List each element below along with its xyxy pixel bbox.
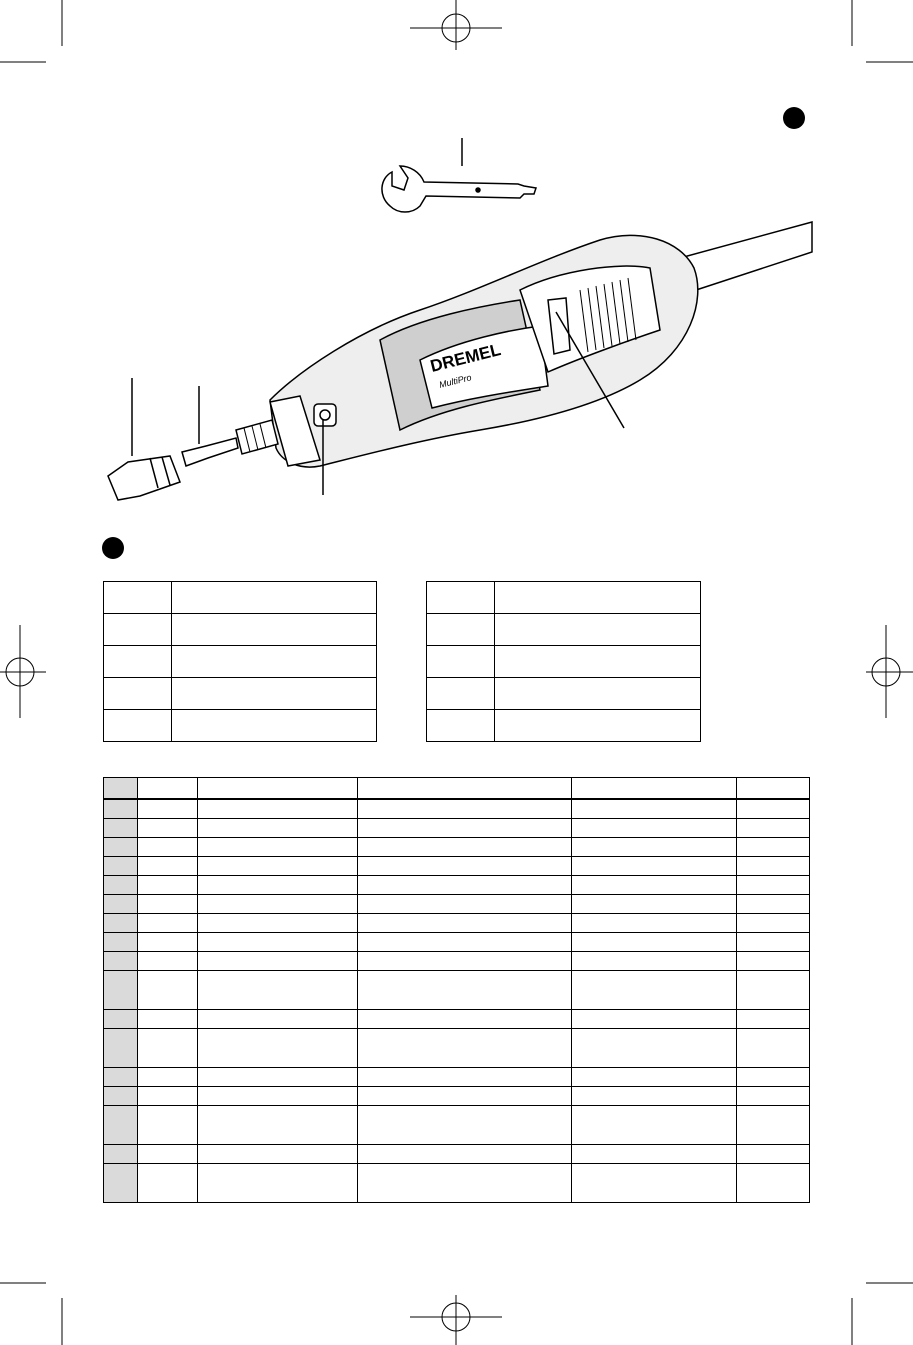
table-row — [104, 1106, 810, 1145]
table-cell — [737, 895, 810, 914]
row-index-cell — [104, 1087, 138, 1106]
table-cell — [572, 895, 737, 914]
table-cell — [198, 1010, 358, 1029]
table-cell — [138, 1087, 198, 1106]
model-text: MultiPro — [438, 372, 473, 390]
row-index-cell — [104, 895, 138, 914]
table-row — [104, 1010, 810, 1029]
table-cell — [572, 1029, 737, 1068]
table-cell — [358, 933, 572, 952]
table-cell — [198, 1068, 358, 1087]
column-header — [737, 778, 810, 800]
table-cell — [138, 933, 198, 952]
figure-marker-a — [783, 107, 805, 129]
table-cell — [358, 952, 572, 971]
spec-row — [104, 614, 377, 646]
collet-icon — [182, 386, 238, 466]
spec-row — [104, 710, 377, 742]
table-cell — [572, 933, 737, 952]
table-cell — [198, 895, 358, 914]
table-cell — [198, 1106, 358, 1145]
table-cell — [138, 971, 198, 1010]
table-cell — [572, 1164, 737, 1203]
table-cell — [737, 1106, 810, 1145]
table-cell — [138, 895, 198, 914]
rotary-tool-illustration — [236, 235, 698, 467]
table-cell — [358, 1068, 572, 1087]
table-cell — [358, 857, 572, 876]
table-row — [104, 895, 810, 914]
table-cell — [358, 819, 572, 838]
table-cell — [358, 1145, 572, 1164]
table-row — [104, 876, 810, 895]
table-cell — [198, 876, 358, 895]
table-cell — [358, 1164, 572, 1203]
column-header — [104, 778, 138, 800]
table-cell — [138, 857, 198, 876]
row-index-cell — [104, 876, 138, 895]
table-header-row — [104, 778, 810, 800]
table-cell — [737, 857, 810, 876]
table-cell — [737, 1164, 810, 1203]
table-cell — [572, 1106, 737, 1145]
table-row — [104, 952, 810, 971]
table-cell — [358, 971, 572, 1010]
registration-mark-icon — [410, 1295, 502, 1345]
table-cell — [737, 1029, 810, 1068]
spec-row — [427, 646, 701, 678]
table-cell — [358, 838, 572, 857]
table-cell — [198, 799, 358, 819]
table-cell — [198, 819, 358, 838]
table-cell — [198, 838, 358, 857]
table-cell — [572, 1010, 737, 1029]
table-cell — [138, 876, 198, 895]
table-cell — [572, 952, 737, 971]
registration-mark-icon — [410, 0, 502, 50]
wrench-icon — [382, 138, 536, 212]
table-cell — [737, 914, 810, 933]
table-body — [104, 799, 810, 1203]
table-row — [104, 799, 810, 819]
table-cell — [358, 799, 572, 819]
row-index-cell — [104, 1106, 138, 1145]
column-header — [198, 778, 358, 800]
spec-table-left — [103, 581, 377, 742]
table-cell — [358, 1029, 572, 1068]
table-cell — [138, 952, 198, 971]
column-header — [138, 778, 198, 800]
table-cell — [572, 1068, 737, 1087]
spec-row — [427, 582, 701, 614]
spec-table-right — [426, 581, 701, 742]
collet-nut-icon — [108, 378, 180, 500]
table-cell — [572, 799, 737, 819]
row-index-cell — [104, 857, 138, 876]
row-index-cell — [104, 971, 138, 1010]
table-row — [104, 933, 810, 952]
table-row — [104, 857, 810, 876]
table-cell — [358, 1087, 572, 1106]
table-row — [104, 914, 810, 933]
registration-mark-icon — [866, 625, 913, 718]
row-index-cell — [104, 838, 138, 857]
table-row — [104, 1029, 810, 1068]
row-index-cell — [104, 799, 138, 819]
row-index-cell — [104, 1164, 138, 1203]
table-cell — [198, 971, 358, 1010]
table-cell — [198, 1145, 358, 1164]
figure-marker-b — [102, 537, 124, 559]
table-cell — [138, 1106, 198, 1145]
column-header — [572, 778, 737, 800]
spec-row — [104, 646, 377, 678]
power-cord — [680, 222, 812, 292]
table-cell — [198, 933, 358, 952]
row-index-cell — [104, 914, 138, 933]
table-cell — [358, 1106, 572, 1145]
table-cell — [737, 952, 810, 971]
spec-row — [427, 614, 701, 646]
row-index-cell — [104, 1029, 138, 1068]
table-cell — [198, 952, 358, 971]
table-cell — [572, 838, 737, 857]
table-cell — [138, 799, 198, 819]
table-cell — [198, 1087, 358, 1106]
table-row — [104, 1164, 810, 1203]
table-cell — [737, 971, 810, 1010]
table-cell — [737, 933, 810, 952]
table-row — [104, 1145, 810, 1164]
brand-logo-text: DREMEL — [428, 340, 503, 376]
table-cell — [138, 838, 198, 857]
row-index-cell — [104, 952, 138, 971]
row-index-cell — [104, 933, 138, 952]
table-cell — [737, 876, 810, 895]
table-cell — [138, 1164, 198, 1203]
table-row — [104, 1087, 810, 1106]
table-cell — [737, 819, 810, 838]
table-cell — [737, 1087, 810, 1106]
table-cell — [358, 1010, 572, 1029]
table-cell — [138, 819, 198, 838]
table-cell — [572, 971, 737, 1010]
table-cell — [572, 819, 737, 838]
table-cell — [198, 857, 358, 876]
table-cell — [358, 914, 572, 933]
row-index-cell — [104, 819, 138, 838]
table-cell — [198, 1164, 358, 1203]
table-cell — [138, 1068, 198, 1087]
table-cell — [737, 1145, 810, 1164]
table-row — [104, 819, 810, 838]
spec-row — [427, 678, 701, 710]
table-row — [104, 1068, 810, 1087]
spec-row — [104, 582, 377, 614]
table-cell — [572, 1145, 737, 1164]
column-header — [358, 778, 572, 800]
table-cell — [198, 1029, 358, 1068]
spec-row — [427, 710, 701, 742]
registration-mark-icon — [0, 625, 46, 718]
row-index-cell — [104, 1145, 138, 1164]
accessory-table — [103, 777, 810, 1203]
spec-row — [104, 678, 377, 710]
table-cell — [737, 799, 810, 819]
table-cell — [737, 1068, 810, 1087]
table-cell — [737, 1010, 810, 1029]
table-cell — [737, 838, 810, 857]
table-cell — [138, 1029, 198, 1068]
row-index-cell — [104, 1068, 138, 1087]
table-cell — [138, 1010, 198, 1029]
table-cell — [358, 876, 572, 895]
table-cell — [138, 914, 198, 933]
table-row — [104, 971, 810, 1010]
table-cell — [358, 895, 572, 914]
table-cell — [198, 914, 358, 933]
table-cell — [138, 1145, 198, 1164]
table-cell — [572, 914, 737, 933]
row-index-cell — [104, 1010, 138, 1029]
table-cell — [572, 876, 737, 895]
table-cell — [572, 857, 737, 876]
table-row — [104, 838, 810, 857]
table-cell — [572, 1087, 737, 1106]
